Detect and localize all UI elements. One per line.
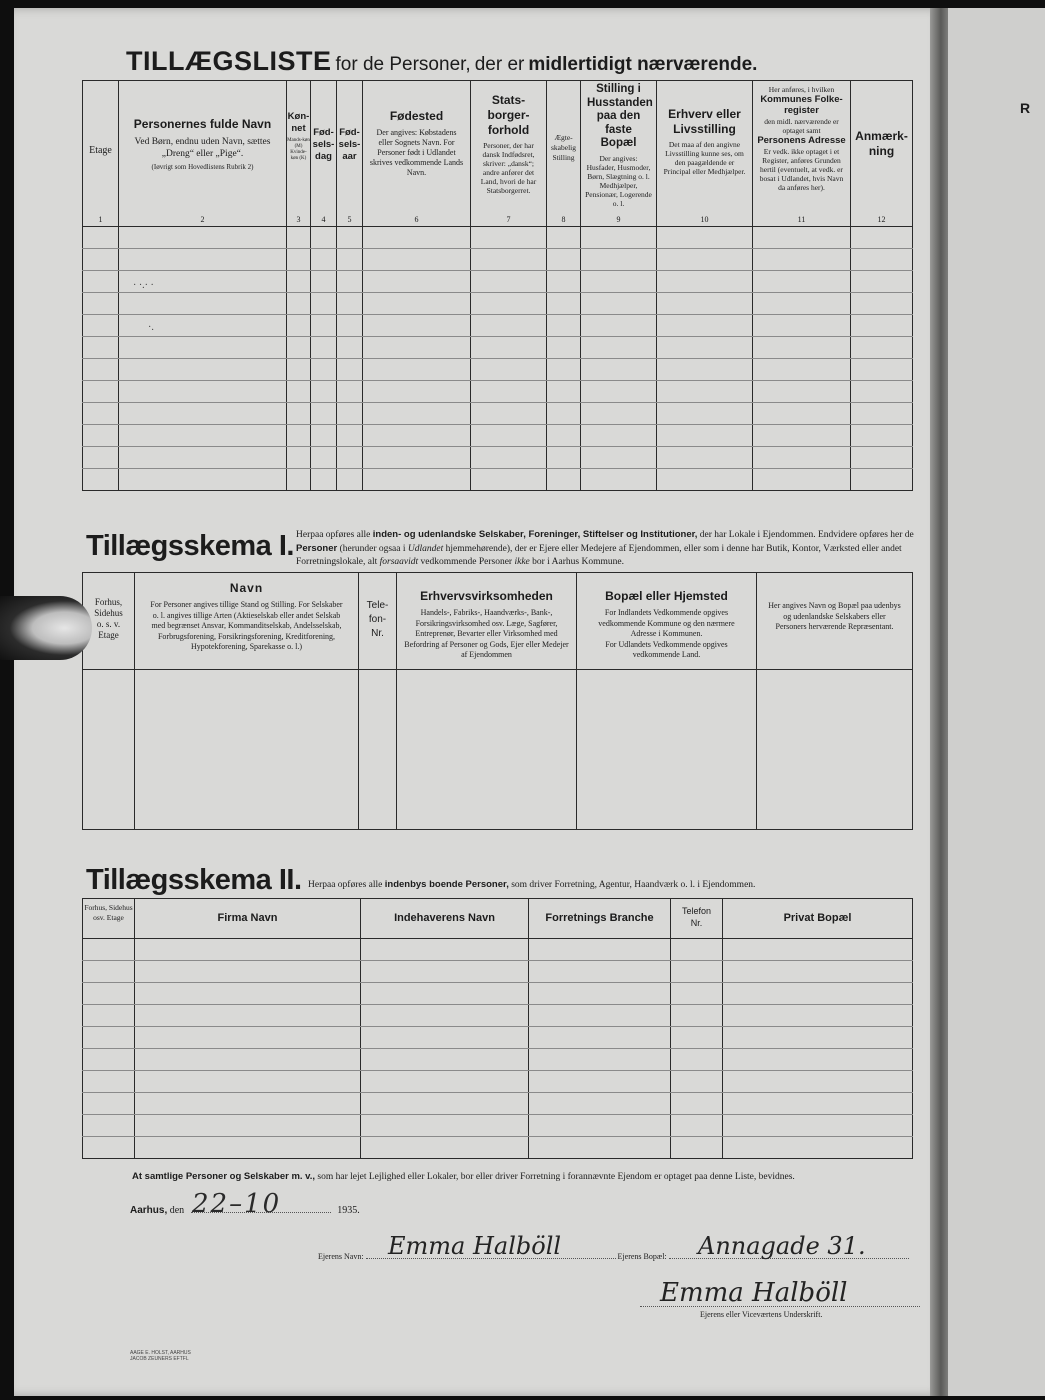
table-cell[interactable] xyxy=(723,983,913,1005)
table-cell[interactable] xyxy=(83,939,135,961)
s2-col-branche: Forretnings Branche xyxy=(529,899,671,939)
table-cell[interactable] xyxy=(361,961,529,983)
table-cell[interactable] xyxy=(135,1115,361,1137)
col-kon: Køn-net Mands-køn (M) Kvinde-køn (K) 3 xyxy=(287,81,311,227)
table-cell[interactable] xyxy=(547,425,581,447)
table-cell[interactable] xyxy=(119,227,287,249)
table-cell[interactable] xyxy=(547,293,581,315)
table-cell[interactable] xyxy=(363,337,471,359)
s1-col-erhverv: Erhvervsvirksomheden Handels-, Fabriks-, Haandværks-, Bank-, Forsikringsvirksomhed osv. Læge, Sagfører, Entreprenør, Bevarter eller Virksomhed med Befordring af Personer og Gods, Ejer eller Medejer af Ejendommen xyxy=(397,573,577,670)
table-cell[interactable] xyxy=(361,1027,529,1049)
table-cell[interactable] xyxy=(851,381,913,403)
signature-handwritten: Emma Halböll xyxy=(660,1278,848,1308)
certification-text: At samtlige Personer og Selskaber m. v., som har lejet Lejlighed eller Lokaler, bor eller driver Forretning i forannævnte Ejendom er optaget paa denne Liste, bevidnes. xyxy=(132,1171,795,1182)
table-cell[interactable] xyxy=(311,381,337,403)
table-cell[interactable] xyxy=(363,315,471,337)
table-cell[interactable] xyxy=(581,293,657,315)
table-cell[interactable] xyxy=(657,381,753,403)
table-cell[interactable] xyxy=(287,315,311,337)
table-cell[interactable] xyxy=(851,315,913,337)
s2-col-indehaver: Indehaverens Navn xyxy=(361,899,529,939)
table-cell[interactable] xyxy=(581,315,657,337)
table-cell[interactable] xyxy=(671,1137,723,1159)
table-cell[interactable] xyxy=(753,447,851,469)
table-cell[interactable] xyxy=(723,1049,913,1071)
table-cell[interactable] xyxy=(337,271,363,293)
table-cell[interactable] xyxy=(337,403,363,425)
table-cell[interactable] xyxy=(547,381,581,403)
table-row xyxy=(83,425,913,447)
table-row xyxy=(83,315,913,337)
table-cell[interactable] xyxy=(529,1049,671,1071)
table-cell[interactable] xyxy=(363,271,471,293)
table-cell[interactable] xyxy=(753,359,851,381)
table-cell[interactable] xyxy=(471,315,547,337)
table-cell[interactable] xyxy=(657,249,753,271)
table-row xyxy=(83,381,913,403)
table-cell[interactable] xyxy=(547,315,581,337)
table-cell[interactable] xyxy=(83,315,119,337)
table-cell[interactable] xyxy=(471,249,547,271)
table-row xyxy=(83,249,913,271)
table-cell[interactable] xyxy=(671,1093,723,1115)
table-cell[interactable] xyxy=(311,293,337,315)
table-cell[interactable] xyxy=(119,315,287,337)
table-row xyxy=(83,983,913,1005)
s1-cell-bopael[interactable] xyxy=(577,670,757,830)
table-cell[interactable] xyxy=(83,337,119,359)
owner-address-value: Annagade 31. xyxy=(698,1232,866,1260)
table-cell[interactable] xyxy=(119,469,287,491)
table-row xyxy=(83,961,913,983)
table-cell[interactable] xyxy=(529,1005,671,1027)
table-cell[interactable] xyxy=(337,469,363,491)
table-cell[interactable] xyxy=(723,1005,913,1027)
table-cell[interactable] xyxy=(581,425,657,447)
table-cell[interactable] xyxy=(363,227,471,249)
table-cell[interactable] xyxy=(753,249,851,271)
table-cell[interactable] xyxy=(361,1005,529,1027)
table-cell[interactable] xyxy=(547,337,581,359)
table-row xyxy=(83,469,913,491)
table-cell[interactable] xyxy=(83,1049,135,1071)
table-cell[interactable] xyxy=(723,1115,913,1137)
table-cell[interactable] xyxy=(471,469,547,491)
table-cell[interactable] xyxy=(657,359,753,381)
table-cell[interactable] xyxy=(529,939,671,961)
col-navn: Personernes fulde Navn Ved Børn, endnu uden Navn, sættes „Dreng“ eller „Pige“. (Iøvrigt som Hovedlistens Rubrik 2) 2 xyxy=(119,81,287,227)
table-cell[interactable] xyxy=(83,381,119,403)
table-cell[interactable] xyxy=(311,315,337,337)
table-cell[interactable] xyxy=(287,447,311,469)
table-cell[interactable] xyxy=(287,227,311,249)
table-row xyxy=(83,403,913,425)
table-cell[interactable] xyxy=(657,271,753,293)
supplement-list-table xyxy=(82,80,913,491)
table-cell[interactable] xyxy=(135,961,361,983)
table-cell[interactable] xyxy=(287,337,311,359)
table-cell[interactable] xyxy=(851,249,913,271)
table-cell[interactable] xyxy=(671,1049,723,1071)
col-etage: Etage 1 xyxy=(83,81,119,227)
owner-name-value: Emma Halböll xyxy=(388,1232,562,1260)
col-fodested: Fødested Der angives: Købstadens eller Sognets Navn. For Personer født i Udlandet skrives vedkommende Lands Navn. 6 xyxy=(363,81,471,227)
table-cell[interactable] xyxy=(723,961,913,983)
date-city: Aarhus, xyxy=(130,1205,168,1216)
table-cell[interactable] xyxy=(471,337,547,359)
table-cell[interactable] xyxy=(83,1115,135,1137)
table-cell[interactable] xyxy=(119,403,287,425)
table-row xyxy=(83,293,913,315)
table-cell[interactable] xyxy=(657,403,753,425)
table-cell[interactable] xyxy=(547,447,581,469)
s1-cell-etage[interactable] xyxy=(83,670,135,830)
table-cell[interactable] xyxy=(83,983,135,1005)
table-cell[interactable] xyxy=(657,293,753,315)
table-cell[interactable] xyxy=(581,227,657,249)
col-stilling: Stilling i Husstanden paa den faste Bopæl Der angives: Husfader, Husmoder, Børn, Slægtning o. l. Medhjælper, Pensionær, Logerende o. l. 9 xyxy=(581,81,657,227)
table-cell[interactable] xyxy=(471,403,547,425)
table-cell[interactable] xyxy=(851,337,913,359)
table-cell[interactable] xyxy=(119,447,287,469)
table-cell[interactable] xyxy=(83,271,119,293)
table-row xyxy=(83,337,913,359)
page-title xyxy=(126,46,757,77)
table-cell[interactable] xyxy=(363,469,471,491)
table-cell[interactable] xyxy=(529,1027,671,1049)
table-cell[interactable] xyxy=(723,1027,913,1049)
table-cell[interactable] xyxy=(337,249,363,271)
right-page-edge-text: R xyxy=(1020,100,1031,116)
table-cell[interactable] xyxy=(657,227,753,249)
date-handwritten: 22–10 xyxy=(192,1189,282,1219)
table-cell[interactable] xyxy=(547,403,581,425)
table-cell[interactable] xyxy=(311,403,337,425)
signature-caption: Ejerens eller Viceværtens Underskrift. xyxy=(700,1310,823,1319)
table-cell[interactable] xyxy=(83,961,135,983)
table-cell[interactable] xyxy=(471,381,547,403)
list-mark-2: ·. xyxy=(148,322,154,333)
table-cell[interactable] xyxy=(119,337,287,359)
title-main: TILLÆGSLISTE xyxy=(126,46,332,76)
table-cell[interactable] xyxy=(581,271,657,293)
table-cell[interactable] xyxy=(529,1093,671,1115)
table-cell[interactable] xyxy=(135,1071,361,1093)
table-cell[interactable] xyxy=(671,1071,723,1093)
table-cell[interactable] xyxy=(361,1093,529,1115)
table-cell[interactable] xyxy=(671,961,723,983)
table-cell[interactable] xyxy=(851,425,913,447)
table-cell[interactable] xyxy=(581,337,657,359)
table-cell[interactable] xyxy=(723,1137,913,1159)
col-aegteskab: Ægte-skabelig Stilling 8 xyxy=(547,81,581,227)
table-row xyxy=(83,271,913,293)
table-cell[interactable] xyxy=(287,359,311,381)
list-mark-1: · ·.· · xyxy=(133,280,154,291)
s1-cell-navn[interactable] xyxy=(135,670,359,830)
table-cell[interactable] xyxy=(135,1137,361,1159)
table-cell[interactable] xyxy=(581,381,657,403)
table-cell[interactable] xyxy=(337,425,363,447)
table-cell[interactable] xyxy=(135,983,361,1005)
table-cell[interactable] xyxy=(529,1137,671,1159)
table-cell[interactable] xyxy=(529,961,671,983)
skema1-title: Tillægsskema I. xyxy=(86,530,294,562)
table-cell[interactable] xyxy=(363,403,471,425)
date-den: den xyxy=(169,1205,185,1216)
col-dag: Fød-sels-dag 4 xyxy=(311,81,337,227)
table-cell[interactable] xyxy=(83,227,119,249)
table-cell[interactable] xyxy=(337,337,363,359)
s1-col-repraesentant: Her angives Navn og Bopæl paa udenbys og udenlandske Selskabers eller Personers herværende Repræsentant. xyxy=(757,573,913,670)
table-cell[interactable] xyxy=(851,403,913,425)
table-cell[interactable] xyxy=(119,381,287,403)
table-cell[interactable] xyxy=(135,1049,361,1071)
s1-col-telefon: Tele-fon-Nr. xyxy=(359,573,397,670)
owner-line xyxy=(318,1232,909,1261)
book-spine xyxy=(930,8,948,1396)
title-part2: der er xyxy=(474,54,525,75)
table-cell[interactable] xyxy=(671,939,723,961)
table-cell[interactable] xyxy=(671,1115,723,1137)
table-row xyxy=(83,1071,913,1093)
table-cell[interactable] xyxy=(581,359,657,381)
table-cell[interactable] xyxy=(529,1115,671,1137)
col-statsborger: Stats-borger-forhold Personer, der har dansk Indfødsret, skriver: „dansk“; andre anfører det Land, hvori de har Statsborgerret. 7 xyxy=(471,81,547,227)
table-cell[interactable] xyxy=(851,469,913,491)
table-cell[interactable] xyxy=(547,227,581,249)
s1-cell-repraesentant[interactable] xyxy=(757,670,913,830)
table-cell[interactable] xyxy=(135,1093,361,1115)
table-cell[interactable] xyxy=(471,425,547,447)
s2-col-telefon: Telefon Nr. xyxy=(671,899,723,939)
skema1-table xyxy=(82,572,913,830)
table-cell[interactable] xyxy=(287,425,311,447)
table-cell[interactable] xyxy=(363,381,471,403)
table-cell[interactable] xyxy=(83,1005,135,1027)
owner-address-label: Ejerens Bopæl: xyxy=(617,1252,667,1261)
table-cell[interactable] xyxy=(311,227,337,249)
table-cell[interactable] xyxy=(311,359,337,381)
table-cell[interactable] xyxy=(119,293,287,315)
table-row xyxy=(83,1049,913,1071)
table-cell[interactable] xyxy=(311,469,337,491)
table-cell[interactable] xyxy=(471,271,547,293)
table-cell[interactable] xyxy=(361,1137,529,1159)
table-cell[interactable] xyxy=(753,337,851,359)
table-cell[interactable] xyxy=(363,425,471,447)
table-cell[interactable] xyxy=(753,271,851,293)
table-cell[interactable] xyxy=(119,425,287,447)
table-cell[interactable] xyxy=(723,1071,913,1093)
col-folkeregister: Her anføres, i hvilken Kommunes Folke-register den midl. nærværende er optaget samt Personens Adresse Er vedk. ikke optaget i et Register, anføres Grunden hertil (eventuelt, at vedk. er bosat i Udlandet, hvis Navn da anføres her). 11 xyxy=(753,81,851,227)
owner-name-label: Ejerens Navn: xyxy=(318,1252,364,1261)
table-cell[interactable] xyxy=(311,249,337,271)
table-cell[interactable] xyxy=(671,1027,723,1049)
table-cell[interactable] xyxy=(337,315,363,337)
printer-imprint: AAGE E. HOLST, AARHUS JACOB ZEUNERS EFTFL xyxy=(130,1350,191,1362)
table-cell[interactable] xyxy=(723,1093,913,1115)
table-row xyxy=(83,1115,913,1137)
s2-col-firma: Firma Navn xyxy=(135,899,361,939)
table-cell[interactable] xyxy=(851,447,913,469)
table-cell[interactable] xyxy=(547,359,581,381)
table-cell[interactable] xyxy=(311,425,337,447)
table-cell[interactable] xyxy=(581,403,657,425)
table-cell[interactable] xyxy=(753,425,851,447)
table-cell[interactable] xyxy=(83,425,119,447)
table-cell[interactable] xyxy=(529,1071,671,1093)
table-cell[interactable] xyxy=(671,983,723,1005)
table-cell[interactable] xyxy=(581,447,657,469)
table-cell[interactable] xyxy=(363,359,471,381)
table-cell[interactable] xyxy=(311,271,337,293)
table-cell[interactable] xyxy=(657,469,753,491)
table-cell[interactable] xyxy=(337,359,363,381)
table-cell[interactable] xyxy=(83,293,119,315)
table-cell[interactable] xyxy=(311,447,337,469)
skema1-body-row xyxy=(83,670,913,830)
table-cell[interactable] xyxy=(361,1115,529,1137)
right-page xyxy=(948,8,1045,1396)
table-cell[interactable] xyxy=(287,271,311,293)
table-cell[interactable] xyxy=(471,447,547,469)
table-cell[interactable] xyxy=(135,1027,361,1049)
table-cell[interactable] xyxy=(337,293,363,315)
table-cell[interactable] xyxy=(83,403,119,425)
table-cell[interactable] xyxy=(287,469,311,491)
table-row xyxy=(83,447,913,469)
table-cell[interactable] xyxy=(851,359,913,381)
title-part3: midlertidigt nærværende. xyxy=(528,54,758,75)
table-cell[interactable] xyxy=(529,983,671,1005)
s2-col-etage: Forhus, Sidehus osv. Etage xyxy=(83,899,135,939)
date-year: 1935. xyxy=(337,1205,360,1216)
table-cell[interactable] xyxy=(83,447,119,469)
table-cell[interactable] xyxy=(287,293,311,315)
table-cell[interactable] xyxy=(287,403,311,425)
table-cell[interactable] xyxy=(135,939,361,961)
table-cell[interactable] xyxy=(83,249,119,271)
table-cell[interactable] xyxy=(547,271,581,293)
table-row xyxy=(83,359,913,381)
table-cell[interactable] xyxy=(581,469,657,491)
table-cell[interactable] xyxy=(851,293,913,315)
table-cell[interactable] xyxy=(83,359,119,381)
table-cell[interactable] xyxy=(361,939,529,961)
table-cell[interactable] xyxy=(851,271,913,293)
col-aar: Fød-sels-aar 5 xyxy=(337,81,363,227)
table-cell[interactable] xyxy=(753,293,851,315)
table-cell[interactable] xyxy=(581,249,657,271)
table-cell[interactable] xyxy=(471,227,547,249)
table-cell[interactable] xyxy=(83,469,119,491)
table-cell[interactable] xyxy=(657,337,753,359)
skema1-description: Herpaa opføres alle inden- og udenlandske Selskaber, Foreninger, Stiftelser og Institutioner, der har Lokale i Ejendommen. Endvidere opføres her de Personer (herunder ogsaa i Udlandet hjemmehørende), der er Ejere eller Medejere af Ejendommen, eller som i denne har Butik, Kontor, Værksted eller andet Forretningslokale, alt forsaavidt vedkommende Personer ikke bor i Aarhus Kommune. xyxy=(296,529,914,567)
col-erhverv: Erhverv eller Livsstilling Det maa af den angivne Livsstilling kunne ses, om den paagældende er Principal eller Medhjælper. 10 xyxy=(657,81,753,227)
table-row xyxy=(83,1027,913,1049)
s1-cell-telefon[interactable] xyxy=(359,670,397,830)
table-cell[interactable] xyxy=(287,381,311,403)
table-cell[interactable] xyxy=(657,425,753,447)
table-cell[interactable] xyxy=(361,983,529,1005)
table-cell[interactable] xyxy=(287,249,311,271)
s1-col-navn: Navn For Personer angives tillige Stand og Stilling. For Selskaber o. l. angives tillige Arten (Aktieselskab eller andet Selskab med begrænset Ansvar, Kommanditselskab, Andelsselskab, Forbrugsforening, Forsikringsforening, Kreditforening, Hypotekforening, Sparekasse o. l.) xyxy=(135,573,359,670)
table-cell[interactable] xyxy=(753,381,851,403)
table-cell[interactable] xyxy=(471,293,547,315)
table-cell[interactable] xyxy=(119,359,287,381)
date-line xyxy=(130,1189,360,1219)
table-cell[interactable] xyxy=(753,227,851,249)
table-cell[interactable] xyxy=(119,249,287,271)
table-cell[interactable] xyxy=(657,315,753,337)
table-cell[interactable] xyxy=(83,1137,135,1159)
title-part1: for de Personer, xyxy=(335,54,471,75)
thumb xyxy=(0,596,92,660)
table-row xyxy=(83,227,913,249)
table-cell[interactable] xyxy=(753,469,851,491)
table-cell[interactable] xyxy=(471,359,547,381)
table-cell[interactable] xyxy=(753,403,851,425)
table-cell[interactable] xyxy=(547,469,581,491)
table-cell[interactable] xyxy=(83,1027,135,1049)
table-cell[interactable] xyxy=(83,1071,135,1093)
table-cell[interactable] xyxy=(83,1093,135,1115)
table-row xyxy=(83,1093,913,1115)
table-cell[interactable] xyxy=(547,249,581,271)
skema2-description: Herpaa opføres alle indenbys boende Personer, som driver Forretning, Agentur, Haandværk o. l. i Ejendommen. xyxy=(308,879,756,890)
table-cell[interactable] xyxy=(361,1049,529,1071)
s1-cell-erhverv[interactable] xyxy=(397,670,577,830)
table-cell[interactable] xyxy=(753,315,851,337)
skema2-table xyxy=(82,898,913,1159)
table-row xyxy=(83,1137,913,1159)
table-cell[interactable] xyxy=(361,1071,529,1093)
table-cell[interactable] xyxy=(363,293,471,315)
table-cell[interactable] xyxy=(657,447,753,469)
table-cell[interactable] xyxy=(851,227,913,249)
table-cell[interactable] xyxy=(337,227,363,249)
table-cell[interactable] xyxy=(337,447,363,469)
s1-col-etage: Forhus, Sidehus o. s. v. Etage xyxy=(83,573,135,670)
table-cell[interactable] xyxy=(363,447,471,469)
s1-col-bopael: Bopæl eller Hjemsted For Indlandets Vedkommende opgives vedkommende Kommune og den nærmere Adresse i Kommunen. For Udlandets Vedkommende opgives vedkommende Land. xyxy=(577,573,757,670)
table-row xyxy=(83,939,913,961)
table-cell[interactable] xyxy=(311,337,337,359)
table-cell[interactable] xyxy=(363,249,471,271)
col-anmaerkning: Anmærk-ning 12 xyxy=(851,81,913,227)
table-cell[interactable] xyxy=(723,939,913,961)
s2-col-privat-bopael: Privat Bopæl xyxy=(723,899,913,939)
table-cell[interactable] xyxy=(135,1005,361,1027)
table-cell[interactable] xyxy=(337,381,363,403)
skema2-title: Tillægsskema II. xyxy=(86,864,302,896)
table-cell[interactable] xyxy=(671,1005,723,1027)
table-row xyxy=(83,1005,913,1027)
